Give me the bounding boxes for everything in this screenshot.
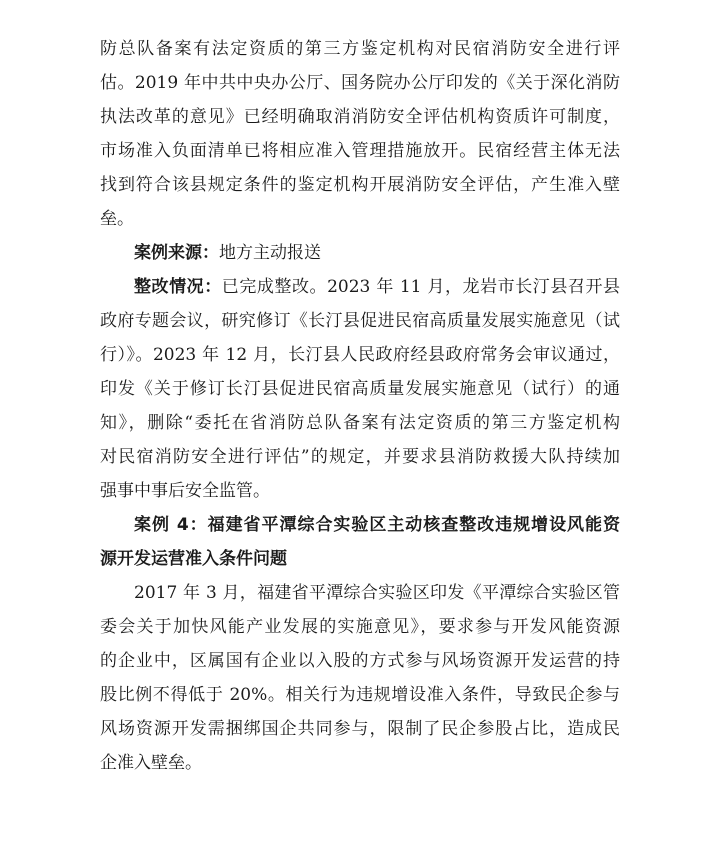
paragraph-fire-safety [100,32,620,236]
paragraph-line: 委会关于加快风能产业发展的实施意见》，要求参与开发风能资源 [100,617,620,637]
paragraph-line: 政府专题会议，研究修订《长汀县促进民宿高质量发展实施意见（试 [100,311,620,331]
paragraph-line: 找到符合该县规定条件的鉴定机构开展消防安全评估，产生准入壁 [100,175,620,195]
case-source-label: 案例来源： [134,243,219,263]
heading-line: 案例 4：福建省平潭综合实验区主动核查整改违规增设风能资 [134,515,620,535]
paragraph-line: 防总队备案有法定资质的第三方鉴定机构对民宿消防安全进行评 [100,39,620,59]
rectification-first-line [100,270,620,304]
paragraph-line: 股比例不得低于 20%。相关行为违规增设准入条件，导致民企参与 [100,685,620,705]
paragraph-line: 执法改革的意见》已经明确取消消防安全评估机构资质许可制度， [100,107,620,127]
paragraph-line: 的企业中，区属国有企业以入股的方式参与风场资源开发运营的持 [100,651,620,671]
case4-heading [100,508,620,576]
paragraph-line: 市场准入负面清单已将相应准入管理措施放开。民宿经营主体无法 [100,141,620,161]
rectification-label: 整改情况： [134,277,222,297]
document-page [100,32,620,780]
heading-line: 源开发运营准入条件问题 [100,549,287,569]
paragraph-line: 估。2019 年中共中央办公厅、国务院办公厅印发的《关于深化消防 [100,73,620,93]
case-source-line [100,236,620,270]
paragraph-line: 风场资源开发需捆绑国企共同参与，限制了民企参股占比，造成民 [100,719,620,739]
paragraph-rectification [100,270,620,508]
paragraph-line: 垒。 [100,209,134,229]
paragraph-line: 企准入壁垒。 [100,753,202,773]
paragraph-wind-energy [100,576,620,780]
paragraph-line: 行）》。2023 年 12 月，长汀县人民政府经县政府常务会审议通过， [100,345,620,365]
case-source-value: 地方主动报送 [219,243,321,263]
paragraph-line: 对民宿消防安全进行评估”的规定，并要求县消防救援大队持续加 [100,447,620,467]
paragraph-line: 2017 年 3 月，福建省平潭综合实验区印发《平潭综合实验区管 [134,583,620,603]
paragraph-line: 知》，删除“委托在省消防总队备案有法定资质的第三方鉴定机构 [100,413,620,433]
rectification-first-text: 已完成整改。2023 年 11 月，龙岩市长汀县召开县 [221,277,620,297]
paragraph-line: 强事中事后安全监管。 [100,481,270,501]
paragraph-line: 印发《关于修订长汀县促进民宿高质量发展实施意见（试行）的通 [100,379,620,399]
